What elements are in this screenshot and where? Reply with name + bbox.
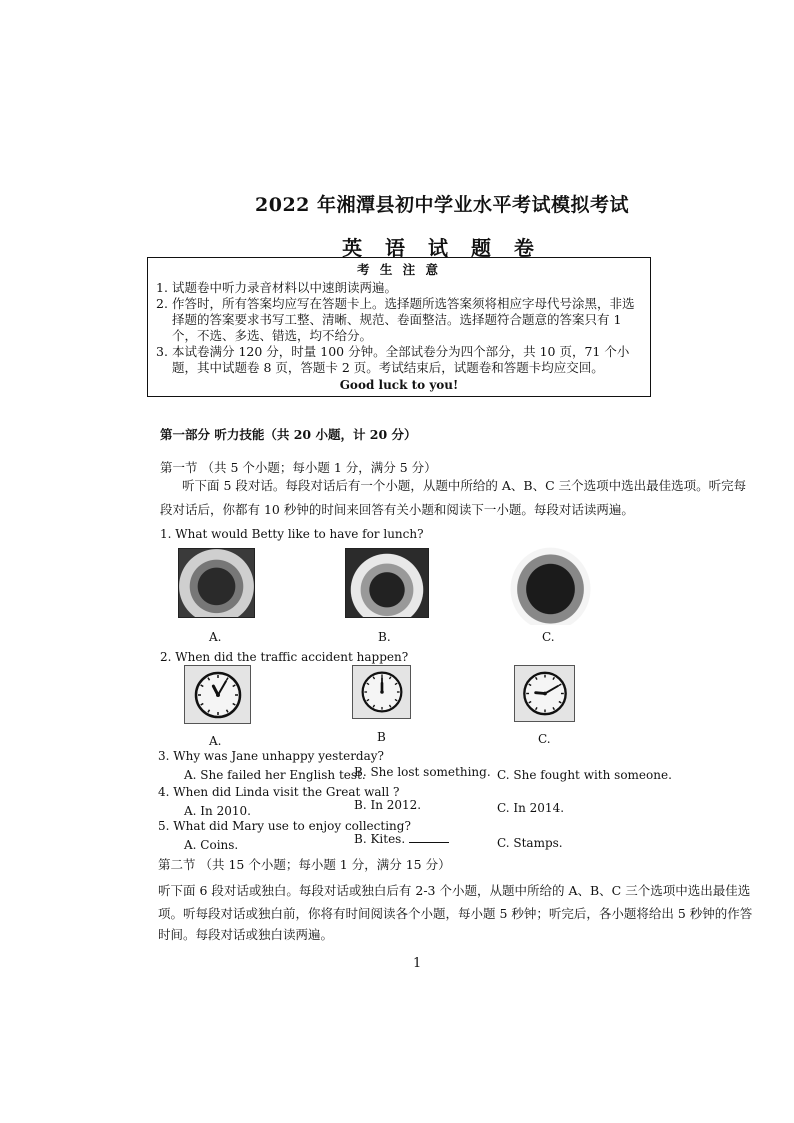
question-1-option-b: B.: [378, 630, 391, 644]
clock-picture-a: [184, 665, 251, 724]
answer-blank: [409, 832, 449, 843]
clock-center: [380, 690, 384, 694]
notice-footer: Good luck to you!: [339, 378, 459, 392]
question-1-option-a: A.: [209, 630, 222, 644]
clock-icon-a: [191, 670, 245, 720]
notice-item: [156, 296, 642, 344]
notice-item-text: 本试卷满分 120 分，时量 100 分钟。全部试卷分为四个部分，共 10 页，71 个小题，其中试题卷 8 页，答题卡 2 页。考试结束后，试题卷和答题卡均应交回。: [172, 344, 630, 375]
food-picture-c: [508, 545, 593, 625]
notice-item: [156, 280, 642, 296]
question-1-stem: 1. What would Betty like to have for lunch?: [160, 527, 424, 541]
question-5-stem: 5. What did Mary use to enjoy collecting?: [158, 819, 411, 833]
question-5-option-b: [354, 832, 449, 846]
section2-heading: 第二节 （共 15 个小题；每小题 1 分，满分 15 分）: [158, 857, 451, 872]
food-picture-a: [178, 548, 255, 618]
question-5-option-a: A. Coins.: [184, 838, 239, 852]
notice-item-number: 1.: [156, 280, 168, 295]
section1-instructions-line1: 听下面 5 段对话。每段对话后有一个小题，从题中所给的 A、B、C 三个选项中选出最佳选项。听完每: [182, 478, 747, 493]
question-5-option-c: C. Stamps.: [497, 836, 563, 850]
clock-center: [216, 693, 220, 697]
notice-heading: 考 生 注 意: [356, 262, 442, 277]
question-3-option-c: C. She fought with someone.: [497, 768, 672, 782]
question-2-option-b: B: [377, 730, 386, 744]
section1-instructions-line2: 段对话后，你都有 10 秒钟的时间来回答有关小题和阅读下一小题。每段对话读两遍。: [160, 502, 634, 517]
question-2-option-c: C.: [538, 732, 551, 746]
section2-instructions-line1: 听下面 6 段对话或独白。每段对话或独白后有 2-3 个小题，从题中所给的 A、B、C 三个选项中选出最佳选: [158, 883, 751, 898]
food-picture-b: [345, 548, 429, 618]
question-4-option-a: A. In 2010.: [184, 804, 251, 818]
question-1-option-c: C.: [542, 630, 555, 644]
question-2-option-a: A.: [209, 734, 222, 748]
question-3-option-b: B. She lost something.: [354, 765, 491, 779]
notice-item-text: 作答时，所有答案均应写在答题卡上。选择题所选答案须将相应字母代号涂黑，非选择题的答案要求书写工整、清晰、规范、卷面整洁。选择题符合题意的答案只有 1 个，不选、多选、错选，均不给分。: [172, 296, 635, 343]
question-4-option-b: B. In 2012.: [354, 798, 422, 812]
section2-instructions-line3: 时间。每段对话或独白读两遍。: [158, 927, 334, 942]
section2-instructions-line2: 项。听每段对话或独白前，你将有时间阅读各个小题，每小题 5 秒钟；听完后，各小题将给出 5 秒钟的作答: [158, 906, 753, 921]
question-5-option-b-text: B. Kites.: [354, 832, 406, 846]
question-4-option-c: C. In 2014.: [497, 801, 565, 815]
part1-heading: 第一部分 听力技能（共 20 小题，计 20 分）: [160, 427, 417, 442]
page-number: 1: [413, 956, 422, 971]
notice-item-number: 3.: [156, 344, 168, 359]
clock-picture-b: [352, 665, 411, 719]
exam-subtitle: 英 语 试 题 卷: [342, 236, 542, 260]
notice-item-number: 2.: [156, 296, 168, 311]
clock-icon-c: [520, 670, 570, 717]
section1-heading: 第一节 （共 5 个小题；每小题 1 分，满分 5 分）: [160, 460, 437, 475]
clock-icon-b: [358, 670, 406, 714]
notice-box: [147, 257, 651, 397]
notice-item: [156, 344, 642, 376]
question-3-stem: 3. Why was Jane unhappy yesterday?: [158, 749, 384, 763]
clock-picture-c: [514, 665, 575, 722]
question-4-stem: 4. When did Linda visit the Great wall ?: [158, 785, 400, 799]
question-2-stem: 2. When did the traffic accident happen?: [160, 650, 409, 664]
clock-center: [543, 692, 547, 696]
notice-item-text: 试题卷中听力录音材料以中速朗读两遍。: [172, 280, 398, 295]
question-3-option-a: A. She failed her English test.: [184, 768, 366, 782]
exam-title: 2022 年湘潭县初中学业水平考试模拟考试: [255, 194, 629, 216]
